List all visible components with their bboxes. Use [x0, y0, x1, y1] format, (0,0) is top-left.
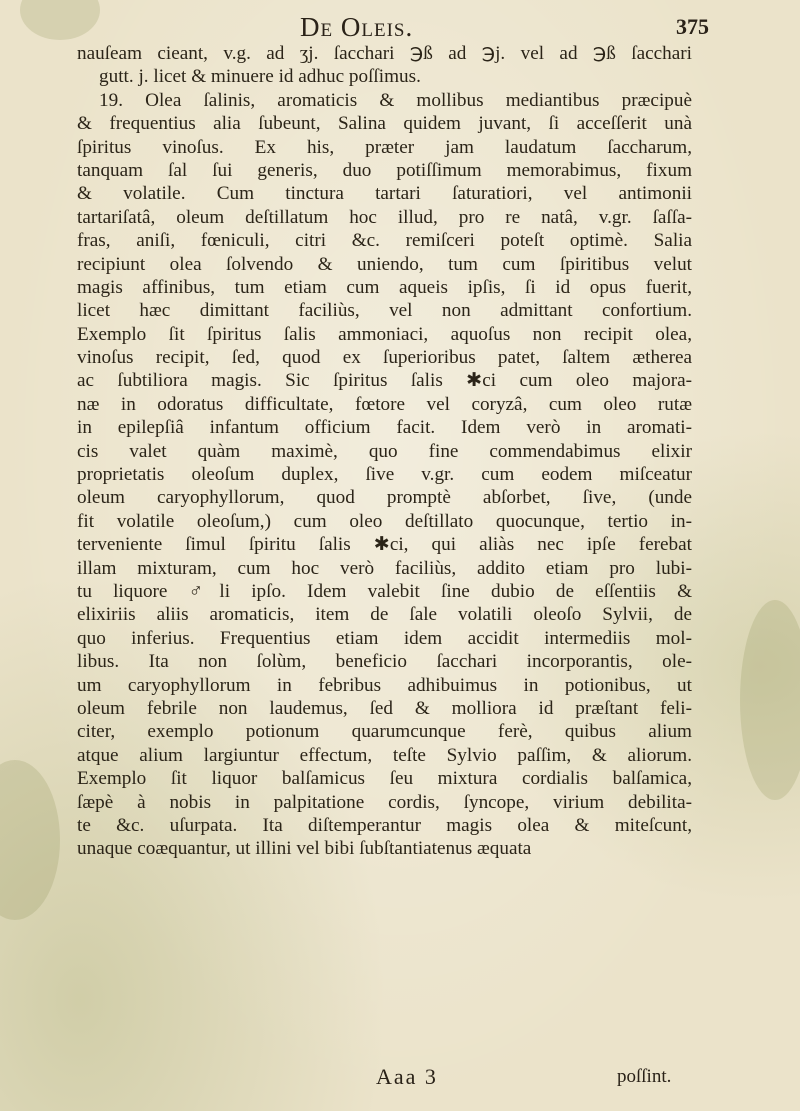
text-line: ſpiritus vinoſus. Ex his, præter jam laudatum ſaccharum, — [77, 136, 692, 158]
text-line: unaque coæquantur, ut illini vel bibi ſubſtantiatenus æquata — [77, 838, 532, 860]
page-footer — [0, 1064, 800, 1094]
text-line: næ in odoratus difficultate, fœtore vel coryzâ, cum oleo rutæ — [77, 393, 692, 415]
text-line: atque alium largiuntur effectum, teſte Sylvio paſſim, & aliorum. — [77, 744, 692, 766]
text-line: recipiunt olea ſolvendo & uniendo, tum cum ſpiritibus velut — [77, 253, 692, 275]
text-line: proprietatis oleoſum duplex, ſive v.gr. cum eodem miſceatur — [77, 464, 692, 486]
page-header — [0, 10, 800, 46]
paper-stain — [0, 760, 60, 920]
text-line: ſæpè à nobis in palpitatione cordis, ſyncope, virium debilita- — [77, 791, 692, 813]
text-line: in epilepſiâ infantum officium facit. Idem verò in aromati- — [77, 417, 692, 439]
text-line: ac ſubtiliora magis. Sic ſpiritus ſalis ✱ci cum oleo majora- — [77, 370, 692, 392]
text-line: elixiriis aliis aromaticis, item de ſale volatili oleoſo Sylvii, de — [77, 604, 692, 626]
text-line: nauſeam cieant, v.g. ad ʒj. ſacchari ℈ß ad ℈j. vel ad ℈ß ſacchari — [77, 43, 692, 64]
text-line: Exemplo ſit liquor balſamicus ſeu mixtura cordialis balſamica, — [77, 768, 692, 790]
text-line: te &c. uſurpata. Ita diſtemperantur magis olea & miteſcunt, — [77, 814, 692, 836]
text-line: gutt. j. licet & minuere id adhuc poſſimus. — [99, 66, 421, 88]
text-line: Exemplo ſit ſpiritus ſalis ammoniaci, aquoſus non recipit olea, — [77, 323, 692, 345]
text-line: vinoſus recipit, ſed, quod ex ſuperioribus patet, ſaltem ætherea — [77, 347, 692, 369]
signature-mark: Aaa 3 — [376, 1064, 438, 1089]
text-line: licet hæc dimittant faciliùs, vel non admittant confortium. — [77, 300, 692, 322]
text-line: quo inferius. Frequentius etiam idem accidit intermediis mol- — [77, 627, 692, 649]
page-number: 375 — [676, 14, 709, 39]
text-line: & volatile. Cum tinctura tartari ſaturatiori, vel antimonii — [77, 183, 692, 205]
text-line: tanquam ſal ſui generis, duo potiſſimum memorabimus, fixum — [77, 159, 692, 181]
paper-stain — [740, 600, 800, 800]
paragraph-number-line: 19. Olea ſalinis, aromaticis & mollibus mediantibus præcipuè — [99, 89, 692, 111]
text-line: terveniente ſimul ſpiritu ſalis ✱ci, qui aliàs nec ipſe ferebat — [77, 534, 692, 556]
text-line: illam mixturam, cum hoc verò faciliùs, addito etiam pro lubi- — [77, 557, 692, 579]
text-line: oleum febrile non laudemus, ſed & molliora id præſtant feli- — [77, 697, 692, 719]
catchword: poſſint. — [617, 1066, 672, 1087]
text-line: oleum caryophyllorum, quod promptè abſorbet, ſive, (unde — [77, 487, 692, 509]
text-line: libus. Ita non ſolùm, beneficio ſacchari incorporantis, ole- — [77, 651, 692, 673]
text-line: cis valet quàm maximè, quo fine commendabimus elixir — [77, 440, 692, 462]
text-line: fit volatile oleoſum,) cum oleo deſtillato quocunque, tertio in- — [77, 510, 692, 532]
running-head: De Oleis. — [300, 12, 414, 42]
text-line: um caryophyllorum in febribus adhibuimus in potionibus, ut — [77, 674, 692, 696]
text-line: tu liquore ♂li ipſo. Idem valebit ſine dubio de eſſentiis & — [77, 580, 692, 602]
body-text — [52, 42, 692, 861]
text-line: citer, exemplo potionum quarumcunque ferè, quibus alium — [77, 721, 692, 743]
text-line: magis affinibus, tum etiam cum aqueis ipſis, ſi id opus fuerit, — [77, 276, 692, 298]
paragraph-start — [52, 89, 692, 112]
text-line: tartariſatâ, oleum deſtillatum hoc illud, pro re natâ, v.gr. ſaſſa- — [77, 206, 692, 228]
text-line: & frequentius alia ſubeunt, Salina quidem juvant, ſi acceſſerit unà — [77, 113, 692, 135]
text-line: fras, aniſi, fœniculi, citri &c. remiſceri poteſt optimè. Salia — [77, 230, 692, 252]
